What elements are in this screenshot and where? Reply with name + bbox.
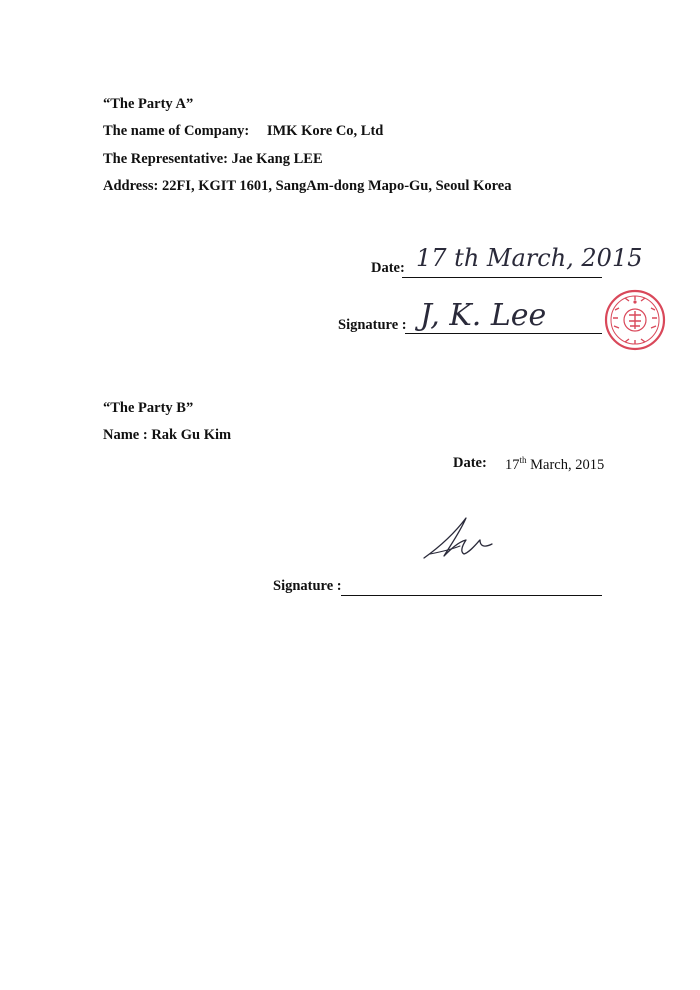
- company-seal: [603, 288, 667, 352]
- party-b-date-value: [505, 455, 604, 474]
- party-b-date-suffix: th: [519, 455, 527, 465]
- party-a-date-handwritten: 17 th March, 2015: [416, 244, 643, 272]
- party-b-date-label: Date:: [453, 455, 487, 471]
- party-a-signature-handwritten: J, K. Lee: [420, 298, 547, 333]
- company-label: The name of Company:: [103, 123, 250, 139]
- party-a-signature-underline: [405, 333, 602, 334]
- party-b-signature-label: Signature :: [273, 578, 342, 594]
- representative-line: The Representative: Jae Kang LEE: [103, 151, 323, 167]
- party-b-date-day: 17: [505, 456, 520, 473]
- party-b-signature-mark: [420, 510, 510, 565]
- address-line: Address: 22FI, KGIT 1601, SangAm-dong Mapo-Gu, Seoul Korea: [103, 178, 512, 194]
- party-b-date-rest: March, 2015: [530, 456, 605, 473]
- party-a-heading: “The Party A”: [103, 96, 194, 112]
- party-a-signature-label: Signature :: [338, 317, 407, 333]
- party-b-heading: “The Party B”: [103, 400, 194, 416]
- company-value: IMK Kore Co, Ltd: [266, 123, 384, 139]
- party-a-date-underline: [402, 277, 602, 278]
- company-line: [103, 123, 383, 140]
- party-a-date-label: Date:: [371, 260, 405, 276]
- party-b-name: Name : Rak Gu Kim: [103, 427, 232, 443]
- party-b-signature-underline: [341, 595, 602, 596]
